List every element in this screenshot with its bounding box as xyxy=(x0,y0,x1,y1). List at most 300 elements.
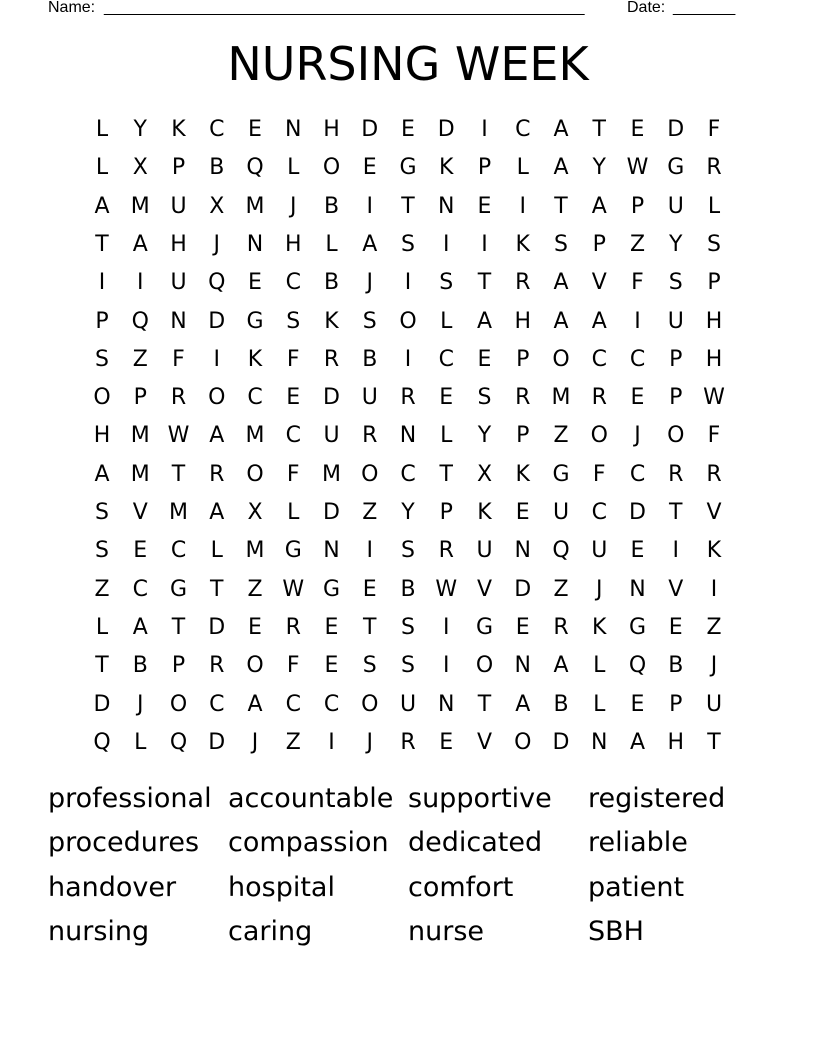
grid-letter[interactable]: H xyxy=(93,423,111,449)
grid-letter[interactable]: B xyxy=(323,270,340,296)
grid-letter[interactable]: Z xyxy=(94,576,110,602)
grid-letter[interactable]: N xyxy=(399,423,417,449)
grid-letter[interactable]: M xyxy=(169,500,188,525)
grid-letter[interactable]: O xyxy=(246,653,264,679)
grid-letter[interactable]: L xyxy=(516,155,529,181)
grid-letter[interactable]: E xyxy=(477,193,492,219)
grid-letter[interactable]: E xyxy=(324,614,339,640)
grid-letter[interactable]: G xyxy=(246,308,264,334)
grid-letter[interactable]: P xyxy=(707,270,721,296)
grid-letter[interactable]: O xyxy=(361,691,379,717)
grid-letter[interactable]: A xyxy=(591,193,607,219)
grid-letter[interactable]: S xyxy=(95,346,109,372)
grid-letter[interactable]: T xyxy=(171,614,186,640)
grid-letter[interactable]: T xyxy=(592,117,606,142)
grid-letter[interactable]: W xyxy=(703,385,725,411)
grid-letter[interactable]: R xyxy=(706,155,722,181)
grid-letter[interactable]: L xyxy=(707,193,721,219)
grid-letter[interactable]: O xyxy=(322,155,341,181)
grid-letter[interactable]: T xyxy=(95,231,109,257)
grid-letter[interactable]: A xyxy=(553,155,569,181)
grid-letter[interactable]: M xyxy=(245,423,265,449)
grid-letter[interactable]: V xyxy=(591,270,607,296)
grid-letter[interactable]: N xyxy=(514,538,531,564)
grid-letter[interactable]: K xyxy=(324,308,339,334)
grid-letter[interactable]: E xyxy=(401,117,415,142)
grid-letter[interactable]: R xyxy=(209,653,225,679)
grid-letter[interactable]: A xyxy=(515,691,531,717)
word-bank-item: comfort xyxy=(408,872,514,903)
grid-letter[interactable]: T xyxy=(401,193,415,219)
grid-letter[interactable]: H xyxy=(705,346,723,372)
grid-letter[interactable]: K xyxy=(706,538,722,564)
grid-letter[interactable]: G xyxy=(284,538,302,564)
grid-letter[interactable]: E xyxy=(362,576,377,602)
grid-letter[interactable]: E xyxy=(133,538,148,564)
grid-letter[interactable]: N xyxy=(246,231,264,257)
grid-letter[interactable]: T xyxy=(477,691,492,717)
grid-letter[interactable]: P xyxy=(630,193,645,219)
name-label: Name: xyxy=(48,0,96,16)
grid-letter[interactable]: U xyxy=(170,193,187,219)
grid-letter[interactable]: E xyxy=(515,614,530,640)
grid-letter[interactable]: I xyxy=(481,117,488,142)
grid-letter[interactable]: D xyxy=(208,614,226,640)
grid-letter[interactable]: L xyxy=(440,308,453,334)
grid-letter[interactable]: A xyxy=(553,308,569,334)
grid-letter[interactable]: U xyxy=(705,691,723,717)
grid-letter[interactable]: C xyxy=(132,576,148,602)
grid-letter[interactable]: B xyxy=(323,193,340,219)
grid-letter[interactable]: L xyxy=(95,117,109,142)
grid-letter[interactable]: F xyxy=(592,461,606,487)
grid-letter[interactable]: P xyxy=(669,691,683,717)
grid-letter[interactable]: C xyxy=(285,270,301,296)
grid-letter[interactable]: M xyxy=(130,193,150,219)
grid-letter[interactable]: Z xyxy=(553,576,569,602)
grid-letter[interactable]: I xyxy=(443,614,450,640)
grid-letter[interactable]: L xyxy=(325,231,338,257)
grid-letter[interactable]: P xyxy=(669,385,683,411)
grid-letter[interactable]: S xyxy=(95,500,109,525)
grid-letter[interactable]: E xyxy=(630,691,645,717)
word-bank-item: patient xyxy=(588,872,685,903)
grid-letter[interactable]: B xyxy=(400,576,416,602)
grid-letter[interactable]: O xyxy=(552,346,570,372)
grid-letter[interactable]: F xyxy=(172,346,185,372)
grid-letter[interactable]: T xyxy=(669,500,683,525)
grid-letter[interactable]: D xyxy=(323,385,340,411)
grid-letter[interactable]: C xyxy=(209,691,225,717)
grid-letter[interactable]: V xyxy=(476,576,493,602)
grid-letter[interactable]: F xyxy=(286,461,300,487)
grid-letter[interactable]: S xyxy=(554,231,568,257)
grid-letter[interactable]: P xyxy=(516,346,530,372)
grid-letter[interactable]: U xyxy=(361,385,378,411)
grid-letter[interactable]: K xyxy=(515,461,530,487)
grid-letter[interactable]: A xyxy=(629,729,646,755)
grid-letter[interactable]: I xyxy=(366,538,373,564)
grid-letter[interactable]: O xyxy=(399,308,417,334)
grid-letter[interactable]: D xyxy=(208,308,226,334)
grid-letter[interactable]: I xyxy=(481,231,488,257)
grid-letter[interactable]: C xyxy=(247,385,263,411)
grid-letter[interactable]: R xyxy=(170,385,187,411)
grid-letter[interactable]: H xyxy=(705,308,723,334)
grid-letter[interactable]: Q xyxy=(93,729,111,755)
grid-letter[interactable]: D xyxy=(323,500,340,525)
grid-letter[interactable]: I xyxy=(213,346,220,372)
grid-letter[interactable]: R xyxy=(209,461,225,487)
grid-letter[interactable]: W xyxy=(282,576,305,602)
grid-letter[interactable]: S xyxy=(401,538,415,564)
grid-letter[interactable]: T xyxy=(554,193,568,219)
grid-letter[interactable]: D xyxy=(361,117,379,142)
grid-letter[interactable]: I xyxy=(137,270,144,296)
word-bank-item: nurse xyxy=(408,916,485,947)
grid-letter[interactable]: P xyxy=(171,653,186,679)
grid-letter[interactable]: P xyxy=(439,500,453,525)
grid-letter[interactable]: W xyxy=(435,576,458,602)
grid-letter[interactable]: L xyxy=(287,500,300,525)
grid-letter[interactable]: D xyxy=(667,117,685,142)
grid-letter[interactable]: I xyxy=(710,576,718,602)
grid-letter[interactable]: Z xyxy=(706,614,722,640)
grid-letter[interactable]: J xyxy=(366,270,373,296)
grid-letter[interactable]: R xyxy=(438,538,454,564)
grid-letter[interactable]: G xyxy=(322,576,341,602)
grid-letter[interactable]: I xyxy=(328,729,335,755)
grid-letter[interactable]: S xyxy=(286,308,301,334)
grid-letter[interactable]: L xyxy=(95,614,109,640)
grid-letter[interactable]: O xyxy=(208,385,226,411)
grid-letter[interactable]: S xyxy=(401,614,415,640)
grid-letter[interactable]: M xyxy=(130,461,150,487)
grid-letter[interactable]: F xyxy=(631,270,644,296)
grid-letter[interactable]: J xyxy=(213,231,220,257)
grid-letter[interactable]: W xyxy=(167,423,190,449)
grid-letter[interactable]: G xyxy=(399,155,417,181)
grid-letter[interactable]: N xyxy=(285,117,302,142)
grid-letter[interactable]: A xyxy=(362,231,378,257)
grid-letter[interactable]: E xyxy=(630,385,645,411)
grid-letter[interactable]: S xyxy=(95,538,109,564)
grid-letter[interactable]: M xyxy=(245,193,265,219)
grid-letter[interactable]: Q xyxy=(131,308,149,334)
grid-letter[interactable]: D xyxy=(437,117,455,142)
grid-letter[interactable]: B xyxy=(553,691,569,717)
grid-letter[interactable]: Z xyxy=(553,423,569,449)
grid-letter[interactable]: C xyxy=(323,691,340,717)
grid-letter[interactable]: S xyxy=(362,653,377,679)
grid-letter[interactable]: E xyxy=(439,385,454,411)
grid-letter[interactable]: A xyxy=(591,308,607,334)
grid-letter[interactable]: T xyxy=(210,576,224,602)
grid-letter[interactable]: V xyxy=(706,500,722,525)
grid-letter[interactable]: K xyxy=(439,155,454,181)
grid-letter[interactable]: X xyxy=(132,155,148,181)
grid-letter[interactable]: G xyxy=(169,576,188,602)
grid-letter[interactable]: G xyxy=(628,614,647,640)
grid-letter[interactable]: B xyxy=(362,346,378,372)
grid-letter[interactable]: C xyxy=(591,346,607,372)
grid-letter[interactable]: H xyxy=(667,729,685,755)
grid-letter[interactable]: E xyxy=(630,538,645,564)
grid-letter[interactable]: R xyxy=(400,729,416,755)
grid-letter[interactable]: Z xyxy=(629,231,646,257)
page-title: NURSING WEEK xyxy=(227,37,589,91)
grid-letter[interactable]: L xyxy=(210,538,223,564)
grid-letter[interactable]: W xyxy=(626,155,649,181)
grid-letter[interactable]: T xyxy=(171,461,186,487)
grid-letter[interactable]: A xyxy=(553,117,569,142)
grid-letter[interactable]: C xyxy=(515,117,531,142)
grid-letter[interactable]: E xyxy=(668,614,683,640)
grid-letter[interactable]: S xyxy=(401,653,415,679)
grid-letter[interactable]: J xyxy=(251,729,259,755)
grid-letter[interactable]: O xyxy=(475,653,494,679)
grid-letter[interactable]: B xyxy=(132,653,148,679)
grid-letter[interactable]: R xyxy=(515,385,531,411)
grid-letter[interactable]: C xyxy=(285,691,301,717)
grid-letter[interactable]: C xyxy=(438,346,454,372)
grid-letter[interactable]: R xyxy=(285,614,301,640)
grid-letter[interactable]: C xyxy=(629,461,646,487)
grid-letter[interactable]: O xyxy=(361,461,379,487)
grid-letter[interactable]: T xyxy=(95,653,109,679)
grid-letter[interactable]: Q xyxy=(246,155,264,181)
grid-letter[interactable]: L xyxy=(134,729,147,755)
grid-letter[interactable]: F xyxy=(286,653,300,679)
grid-letter[interactable]: B xyxy=(668,653,684,679)
grid-letter[interactable]: M xyxy=(245,538,265,564)
grid-letter[interactable]: T xyxy=(439,461,453,487)
grid-letter[interactable]: P xyxy=(133,385,147,411)
grid-letter[interactable]: C xyxy=(209,117,225,142)
grid-letter[interactable]: Y xyxy=(592,155,606,181)
grid-letter[interactable]: X xyxy=(209,193,225,219)
grid-letter[interactable]: E xyxy=(324,653,339,679)
grid-letter[interactable]: A xyxy=(209,423,225,449)
grid-letter[interactable]: J xyxy=(290,193,297,219)
grid-letter[interactable]: Z xyxy=(285,729,301,755)
grid-letter[interactable]: N xyxy=(438,193,455,219)
grid-letter[interactable]: A xyxy=(553,270,569,296)
grid-letter[interactable]: C xyxy=(170,538,187,564)
grid-letter[interactable]: I xyxy=(404,346,412,372)
grid-letter[interactable]: A xyxy=(553,653,569,679)
word-bank-item: procedures xyxy=(48,827,200,858)
grid-letter[interactable]: C xyxy=(591,500,607,525)
grid-letter[interactable]: P xyxy=(477,155,492,181)
grid-letter[interactable]: R xyxy=(553,614,569,640)
grid-letter[interactable]: R xyxy=(591,385,607,411)
grid-letter[interactable]: D xyxy=(514,576,532,602)
grid-letter[interactable]: E xyxy=(248,270,262,296)
grid-letter[interactable]: K xyxy=(592,614,607,640)
grid-letter[interactable]: P xyxy=(592,231,606,257)
grid-letter[interactable]: D xyxy=(552,729,570,755)
grid-letter[interactable]: O xyxy=(667,423,685,449)
grid-letter[interactable]: P xyxy=(516,423,530,449)
grid-letter[interactable]: Z xyxy=(362,500,378,525)
grid-letter[interactable]: O xyxy=(246,461,264,487)
grid-letter[interactable]: A xyxy=(209,500,225,525)
grid-letter[interactable]: A xyxy=(247,691,263,717)
grid-letter[interactable]: I xyxy=(443,653,450,679)
grid-letter[interactable]: Y xyxy=(133,117,147,142)
grid-letter[interactable]: F xyxy=(707,117,721,142)
grid-letter[interactable]: M xyxy=(130,423,150,449)
grid-letter[interactable]: C xyxy=(400,461,416,487)
grid-letter[interactable]: S xyxy=(477,385,492,411)
grid-letter[interactable]: I xyxy=(404,270,412,296)
grid-letter[interactable]: O xyxy=(590,423,608,449)
grid-letter[interactable]: U xyxy=(323,423,340,449)
grid-letter[interactable]: E xyxy=(286,385,301,411)
grid-letter[interactable]: K xyxy=(247,346,263,372)
grid-letter[interactable]: R xyxy=(400,385,416,411)
grid-letter[interactable]: F xyxy=(286,346,300,372)
grid-letter[interactable]: E xyxy=(630,117,645,142)
grid-letter[interactable]: Y xyxy=(401,500,415,525)
grid-letter[interactable]: J xyxy=(596,576,603,602)
grid-letter[interactable]: Q xyxy=(628,653,647,679)
grid-letter[interactable]: H xyxy=(170,231,187,257)
date-blank-line[interactable]: _______ xyxy=(673,0,736,16)
word-bank-item: SBH xyxy=(588,916,644,947)
grid-letter[interactable]: B xyxy=(209,155,225,181)
grid-letter[interactable]: A xyxy=(476,308,493,334)
grid-letter[interactable]: N xyxy=(170,308,187,334)
grid-letter[interactable]: N xyxy=(629,576,646,602)
grid-letter[interactable]: J xyxy=(634,423,641,449)
grid-letter[interactable]: K xyxy=(477,500,492,525)
grid-letter[interactable]: N xyxy=(514,653,531,679)
grid-letter[interactable]: N xyxy=(591,729,608,755)
grid-letter[interactable]: A xyxy=(132,614,148,640)
grid-letter[interactable]: Z xyxy=(132,346,148,372)
grid-letter[interactable]: S xyxy=(439,270,454,296)
grid-letter[interactable]: D xyxy=(208,729,226,755)
grid-letter[interactable]: J xyxy=(137,691,144,717)
grid-letter[interactable]: R xyxy=(323,346,340,372)
grid-letter[interactable]: S xyxy=(401,231,415,257)
grid-letter[interactable]: O xyxy=(169,691,188,717)
grid-letter[interactable]: F xyxy=(707,423,721,449)
grid-letter[interactable]: V xyxy=(132,500,148,525)
grid-letter[interactable]: O xyxy=(514,729,532,755)
grid-letter[interactable]: R xyxy=(668,461,684,487)
grid-letter[interactable]: R xyxy=(362,423,378,449)
grid-letter[interactable]: L xyxy=(287,155,300,181)
grid-letter[interactable]: X xyxy=(247,500,263,525)
grid-letter[interactable]: H xyxy=(514,308,532,334)
grid-letter[interactable]: C xyxy=(629,346,646,372)
grid-letter[interactable]: L xyxy=(593,691,606,717)
grid-letter[interactable]: U xyxy=(170,270,187,296)
grid-letter[interactable]: I xyxy=(366,193,373,219)
grid-letter[interactable]: R xyxy=(515,270,531,296)
grid-letter[interactable]: X xyxy=(476,461,493,487)
grid-letter[interactable]: A xyxy=(94,193,110,219)
grid-letter[interactable]: S xyxy=(668,270,683,296)
grid-letter[interactable]: Y xyxy=(477,423,492,449)
grid-letter[interactable]: J xyxy=(366,729,373,755)
grid-letter[interactable]: Q xyxy=(208,270,226,296)
grid-letter[interactable]: I xyxy=(672,538,679,564)
grid-letter[interactable]: Q xyxy=(552,538,570,564)
grid-letter[interactable]: M xyxy=(551,385,571,411)
grid-letter[interactable]: I xyxy=(634,308,641,334)
grid-letter[interactable]: K xyxy=(171,117,186,142)
grid-letter[interactable]: N xyxy=(438,691,455,717)
grid-letter[interactable]: P xyxy=(669,346,683,372)
grid-letter[interactable]: H xyxy=(323,117,340,142)
grid-letter[interactable]: I xyxy=(519,193,526,219)
grid-letter[interactable]: A xyxy=(94,461,110,487)
grid-letter[interactable]: I xyxy=(98,270,106,296)
date-label: Date: xyxy=(627,0,666,16)
grid-letter[interactable]: Y xyxy=(669,231,683,257)
grid-letter[interactable]: U xyxy=(476,538,493,564)
grid-letter[interactable]: U xyxy=(667,308,684,334)
grid-letter[interactable]: P xyxy=(171,155,186,181)
grid-letter[interactable]: V xyxy=(668,576,684,602)
grid-letter[interactable]: V xyxy=(476,729,493,755)
grid-letter[interactable]: E xyxy=(248,117,262,142)
name-blank-line[interactable]: ______________________________________________________ xyxy=(104,0,585,16)
grid-letter[interactable]: S xyxy=(707,231,721,257)
grid-letter[interactable]: G xyxy=(667,155,685,181)
grid-letter[interactable]: U xyxy=(667,193,684,219)
grid-letter[interactable]: G xyxy=(552,461,570,487)
grid-letter[interactable]: T xyxy=(707,729,721,755)
grid-letter[interactable]: H xyxy=(284,231,302,257)
grid-letter[interactable]: I xyxy=(443,231,450,257)
grid-letter[interactable]: G xyxy=(475,614,494,640)
grid-letter[interactable]: Q xyxy=(169,729,188,755)
grid-letter[interactable]: E xyxy=(439,729,454,755)
grid-letter[interactable]: T xyxy=(363,614,377,640)
grid-letter[interactable]: J xyxy=(710,653,718,679)
grid-letter[interactable]: L xyxy=(95,155,109,181)
grid-letter[interactable]: P xyxy=(95,308,109,334)
grid-letter[interactable]: K xyxy=(515,231,530,257)
grid-letter[interactable]: U xyxy=(552,500,570,525)
grid-letter[interactable]: N xyxy=(323,538,340,564)
grid-letter[interactable]: E xyxy=(515,500,530,525)
grid-letter[interactable]: C xyxy=(285,423,301,449)
grid-letter[interactable]: U xyxy=(399,691,417,717)
grid-letter[interactable]: M xyxy=(322,461,341,487)
grid-letter[interactable]: L xyxy=(440,423,453,449)
grid-letter[interactable]: O xyxy=(93,385,111,411)
grid-letter[interactable]: D xyxy=(629,500,646,525)
grid-letter[interactable]: E xyxy=(248,614,262,640)
grid-letter[interactable]: S xyxy=(362,308,377,334)
grid-letter[interactable]: L xyxy=(593,653,606,679)
word-bank-item: hospital xyxy=(228,872,335,903)
grid-letter[interactable]: E xyxy=(362,155,377,181)
grid-letter[interactable]: E xyxy=(477,346,492,372)
grid-letter[interactable]: A xyxy=(132,231,148,257)
grid-letter[interactable]: R xyxy=(706,461,722,487)
grid-letter[interactable]: T xyxy=(477,270,492,296)
grid-letter[interactable]: Z xyxy=(247,576,263,602)
grid-letter[interactable]: D xyxy=(93,691,111,717)
grid-letter[interactable]: U xyxy=(591,538,608,564)
